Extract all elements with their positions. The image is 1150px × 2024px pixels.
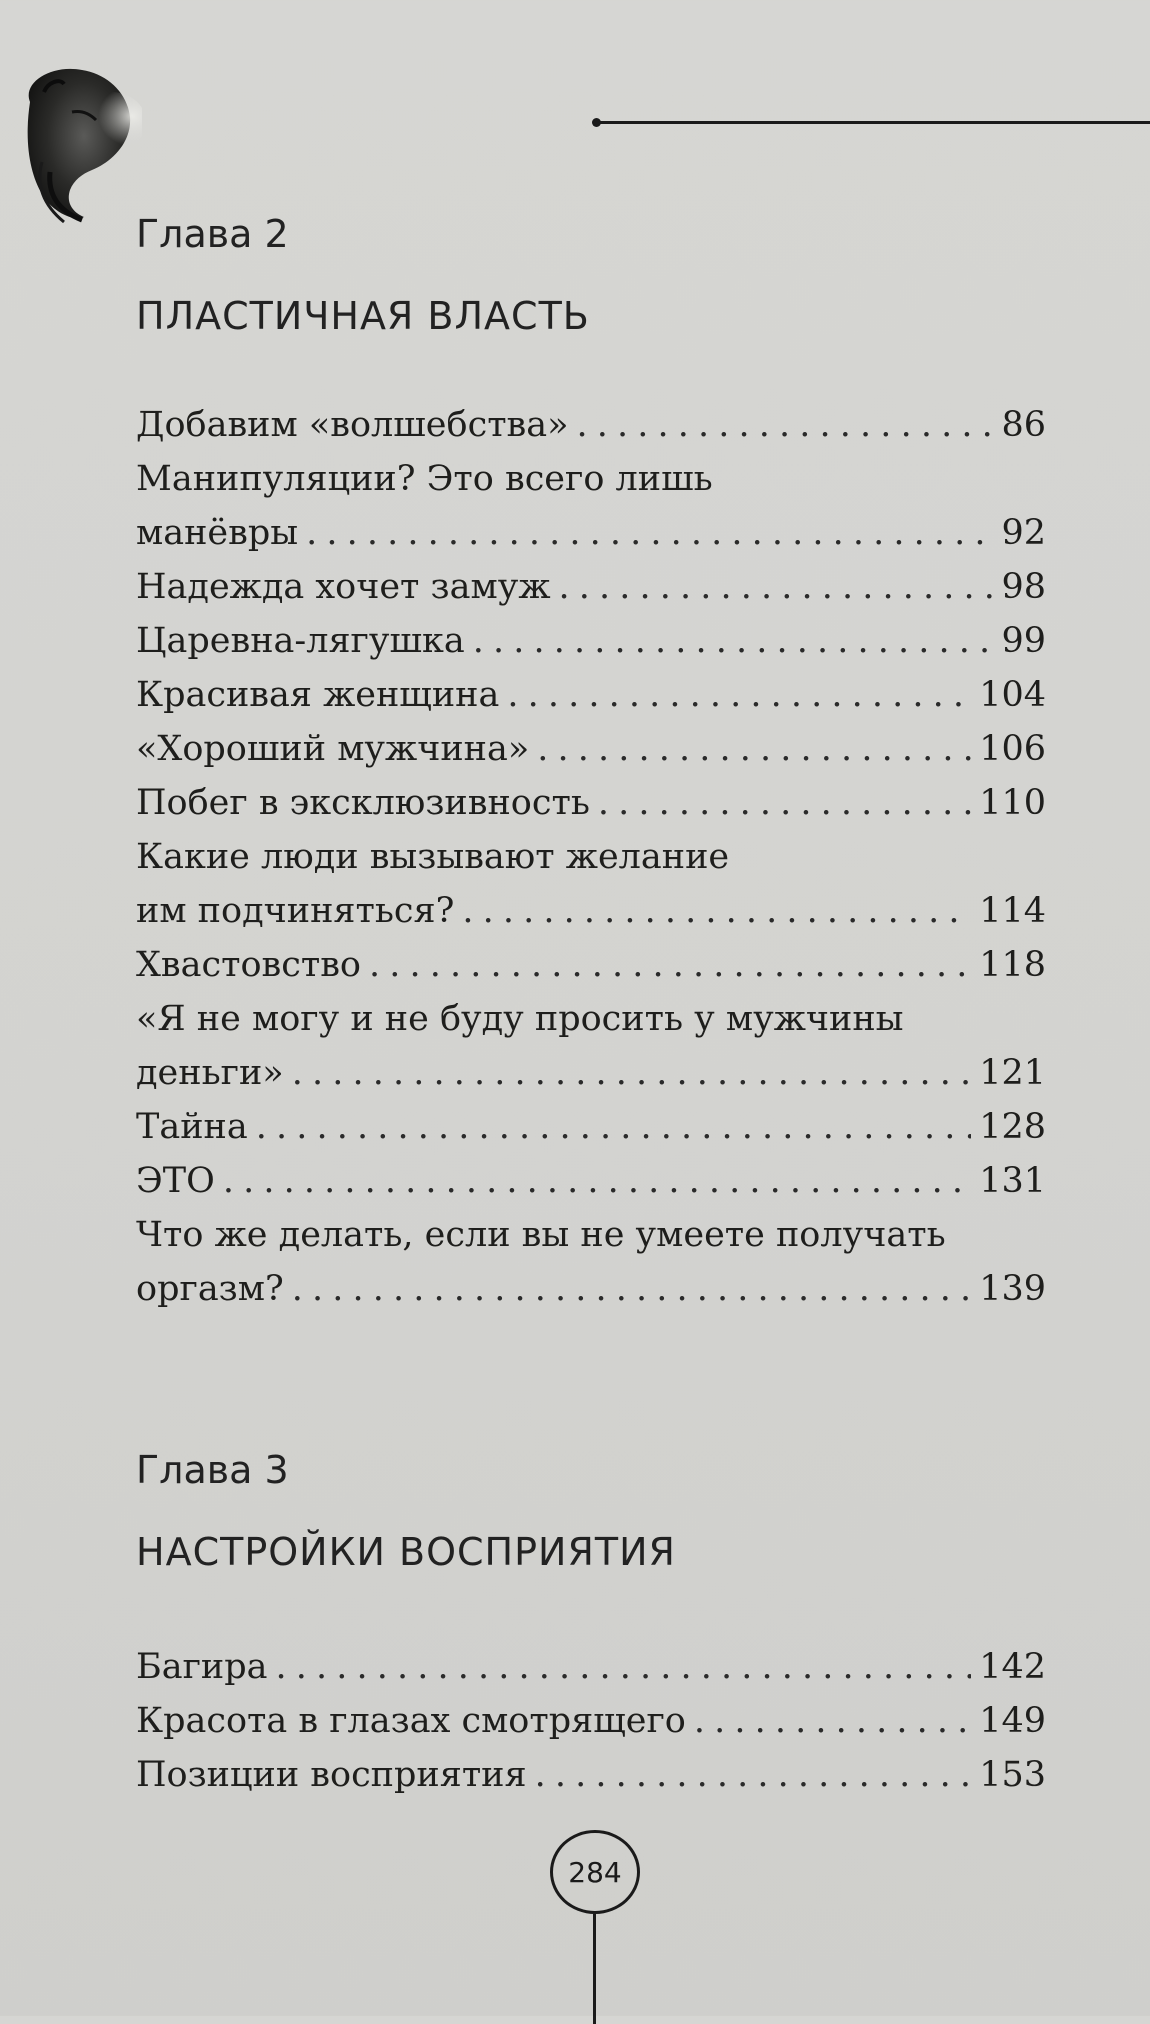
toc-entry-page: 86: [1001, 405, 1046, 445]
toc-entry-title-continued: оргазм?: [136, 1269, 284, 1309]
chapter-label: Глава 3: [136, 1448, 289, 1492]
chapter-title: ПЛАСТИЧНАЯ ВЛАСТЬ: [136, 294, 590, 338]
toc-entry-title: Красота в глазах смотрящего: [136, 1701, 686, 1741]
toc-entry-page: 114: [979, 891, 1046, 931]
toc-entry[interactable]: [136, 992, 1046, 1100]
dot-leader: [292, 1262, 971, 1316]
toc-entry[interactable]: [136, 1748, 1046, 1802]
toc-entry-title: ЭТО: [136, 1161, 215, 1201]
toc-entry-page: 98: [1001, 567, 1046, 607]
toc-entry[interactable]: [136, 1154, 1046, 1208]
dot-leader: [473, 614, 994, 668]
toc-entry-page: 142: [979, 1647, 1046, 1687]
toc-entry-title: Надежда хочет замуж: [136, 567, 551, 607]
toc-entry-page: 99: [1001, 621, 1046, 661]
toc-entry-page: 106: [979, 729, 1046, 769]
toc-entry-title: «Хороший мужчина»: [136, 729, 530, 769]
toc-entry-page: 121: [979, 1053, 1046, 1093]
dot-leader: [559, 560, 994, 614]
toc-entry-page: 153: [979, 1755, 1046, 1795]
toc-entry-title: Тайна: [136, 1107, 248, 1147]
dot-leader: [535, 1748, 972, 1802]
dot-leader: [369, 938, 971, 992]
toc-entry[interactable]: [136, 452, 1046, 560]
dot-leader: [507, 668, 971, 722]
page-number-stem: [593, 1914, 596, 2024]
dot-leader: [577, 398, 994, 452]
dot-leader: [276, 1640, 972, 1694]
dot-leader: [537, 722, 971, 776]
toc-entry-page: 104: [979, 675, 1046, 715]
toc-entry-title: Хвастовство: [136, 945, 361, 985]
toc-entry-title: Царевна-лягушка: [136, 621, 465, 661]
toc-entry-page: 139: [979, 1269, 1046, 1309]
toc-entry[interactable]: [136, 830, 1046, 938]
toc-entry-title-continued: манёвры: [136, 513, 299, 553]
toc-entry-page: 149: [979, 1701, 1046, 1741]
toc-entry-title: Багира: [136, 1647, 268, 1687]
toc-entry[interactable]: [136, 398, 1046, 452]
toc-entry-title: Красивая женщина: [136, 675, 500, 715]
toc-entry-title: Какие люди вызывают желание: [136, 837, 730, 877]
dot-leader: [306, 506, 993, 560]
toc-entry-title: Манипуляции? Это всего лишь: [136, 459, 713, 499]
toc-entry-title: Побег в эксклюзивность: [136, 783, 590, 823]
chapter-title: НАСТРОЙКИ ВОСПРИЯТИЯ: [136, 1530, 676, 1574]
toc-entry-page: 110: [979, 783, 1046, 823]
toc-entry[interactable]: [136, 614, 1046, 668]
toc-entry-page: 92: [1001, 513, 1046, 553]
header-rule: [596, 121, 1150, 124]
toc-entry[interactable]: [136, 722, 1046, 776]
toc-entry[interactable]: [136, 776, 1046, 830]
toc-list: [136, 398, 1046, 1316]
toc-entry[interactable]: [136, 1640, 1046, 1694]
toc-entry-page: 131: [979, 1161, 1046, 1201]
toc-list: [136, 1640, 1046, 1802]
dot-leader: [292, 1046, 971, 1100]
toc-entry-title: Что же делать, если вы не умеете получать: [136, 1215, 946, 1255]
toc-entry-title: «Я не могу и не буду просить у мужчины: [136, 999, 904, 1039]
page-number: 284: [568, 1855, 622, 1889]
toc-entry[interactable]: [136, 560, 1046, 614]
dot-leader: [223, 1154, 971, 1208]
toc-entry-title: Позиции восприятия: [136, 1755, 527, 1795]
toc-entry-title-continued: им подчиняться?: [136, 891, 455, 931]
dot-leader: [256, 1100, 971, 1154]
toc-entry-page: 118: [979, 945, 1046, 985]
dot-leader: [462, 884, 971, 938]
toc-entry[interactable]: [136, 938, 1046, 992]
page-number-badge: [550, 1830, 640, 1914]
dot-leader: [598, 776, 971, 830]
toc-entry[interactable]: [136, 668, 1046, 722]
toc-entry[interactable]: [136, 1208, 1046, 1316]
toc-entry-page: 128: [979, 1107, 1046, 1147]
chapter-label: Глава 2: [136, 212, 289, 256]
panther-head-icon: [12, 62, 142, 232]
toc-entry-title-continued: деньги»: [136, 1053, 284, 1093]
dot-leader: [694, 1694, 971, 1748]
toc-entry[interactable]: [136, 1694, 1046, 1748]
toc-entry-title: Добавим «волшебства»: [136, 405, 569, 445]
toc-entry[interactable]: [136, 1100, 1046, 1154]
